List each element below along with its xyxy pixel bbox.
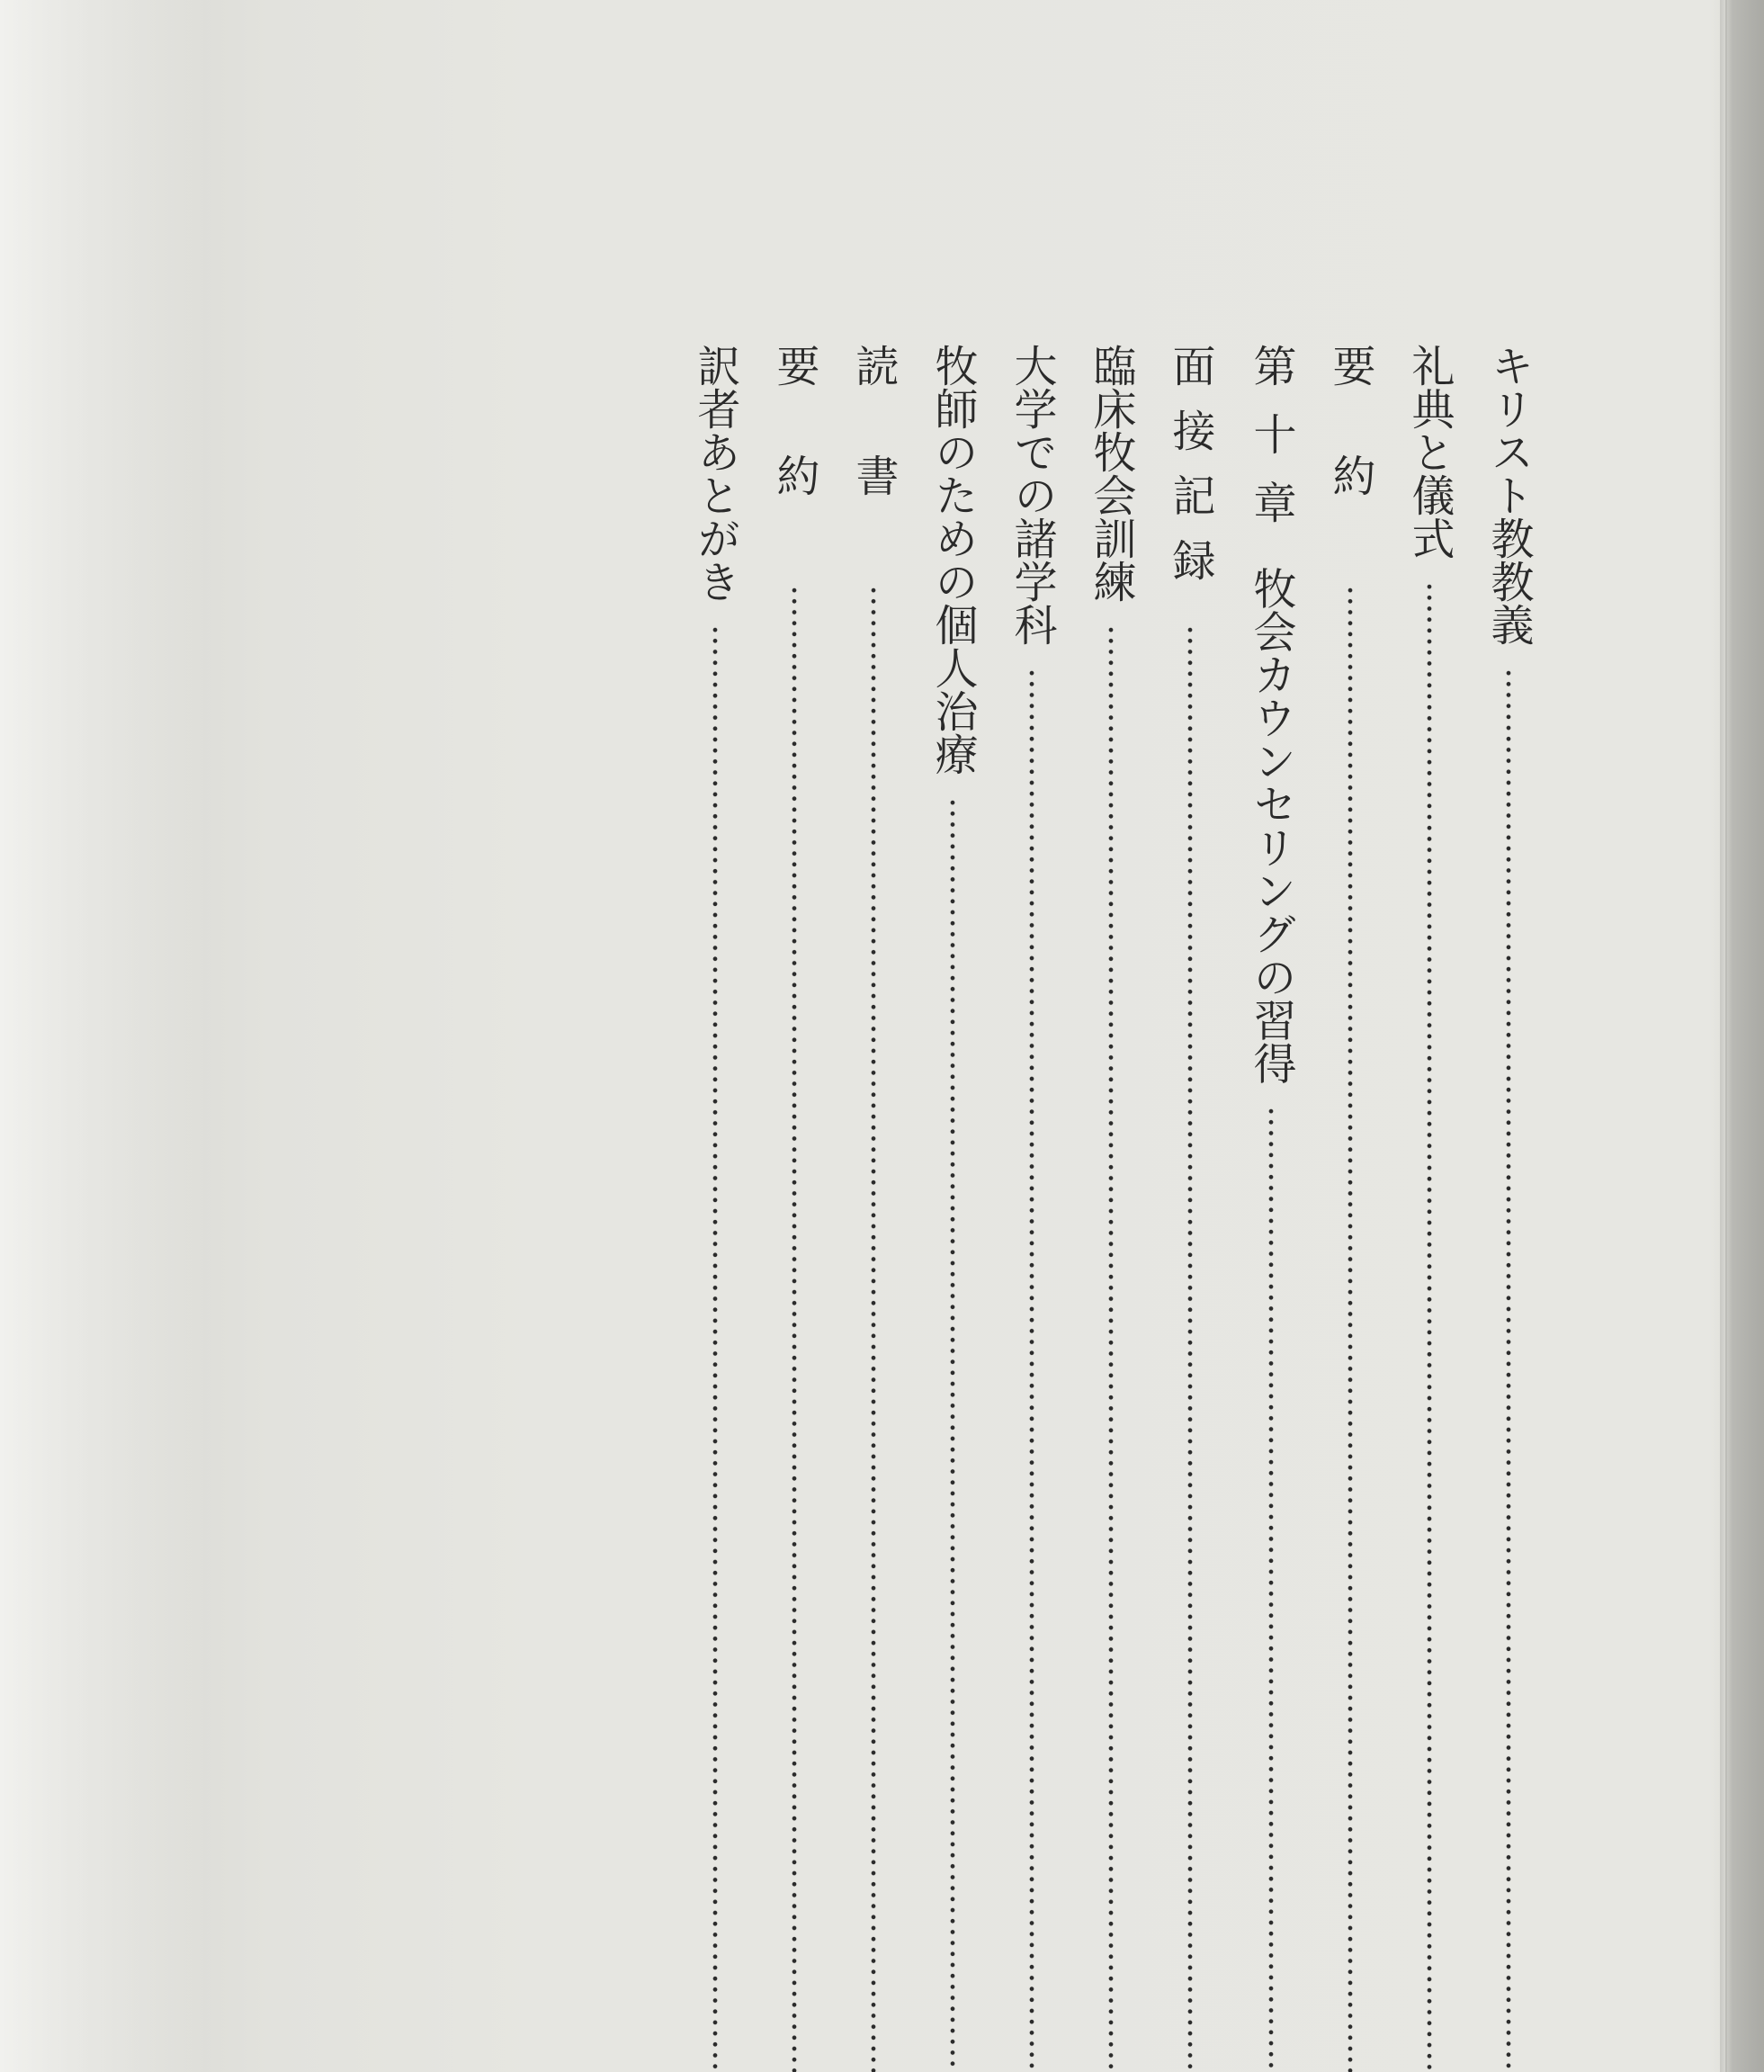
toc-entry-label: 訳者あとがき: [690, 344, 740, 603]
toc-entry-label: 大学での諸学科: [1007, 344, 1057, 646]
toc-entry-label: 臨床牧会訓練: [1086, 344, 1136, 603]
page-edge-line: [1725, 0, 1727, 2072]
toc-entry-university-studies: [1007, 344, 1057, 2072]
toc-entry-sacraments: [1404, 344, 1455, 2072]
dot-leader: [1504, 668, 1513, 2072]
dot-leader: [790, 585, 799, 2072]
toc-entry-label: 要約: [769, 344, 819, 563]
toc-entry-label: 要約: [1325, 344, 1375, 563]
dot-leader: [1186, 624, 1195, 2072]
toc-entry-label: 牧師のための個人治療: [927, 344, 978, 776]
chapter-title: 牧会カウンセリングの習得: [1246, 566, 1296, 1085]
dot-leader: [948, 797, 957, 2072]
dot-leader: [711, 624, 720, 2072]
toc-entry-label: キリスト教教義: [1483, 344, 1534, 646]
toc-entry-translator-afterword: [690, 344, 740, 2072]
left-page-shadow: [0, 0, 207, 2072]
table-of-contents: [658, 344, 1534, 2072]
dot-leader: [1425, 581, 1434, 2072]
dot-leader: [1346, 585, 1355, 2072]
toc-entry-reading: [848, 344, 899, 2072]
toc-entry-clinical-training: [1086, 344, 1136, 2072]
chapter-number: 第十章: [1246, 344, 1296, 549]
dot-leader: [869, 585, 878, 2072]
toc-entry-interview-records: [1165, 344, 1215, 2072]
toc-entry-christian-doctrine: [1483, 344, 1534, 2072]
toc-chapter-10: [1246, 344, 1296, 2072]
toc-entry-summary-1: [1325, 344, 1375, 2072]
dot-leader: [1027, 668, 1036, 2072]
toc-chapter-heading: [1246, 344, 1296, 1085]
toc-entry-personal-therapy: [927, 344, 978, 2072]
dot-leader: [1106, 624, 1115, 2072]
dot-leader: [1267, 1106, 1276, 2072]
toc-entry-label: 読書: [848, 344, 899, 563]
toc-entry-label: 面接記録: [1165, 344, 1215, 603]
toc-entry-label: 礼典と儀式: [1404, 344, 1455, 560]
toc-entry-summary-2: [769, 344, 819, 2072]
